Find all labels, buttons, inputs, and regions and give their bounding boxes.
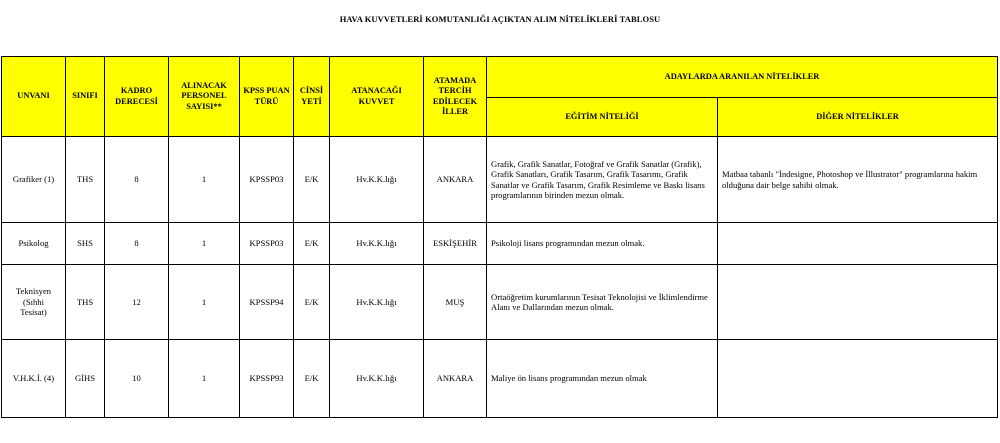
cell-diger bbox=[718, 265, 998, 340]
cell-cinsiyet: E/K bbox=[294, 340, 330, 418]
cell-unvan: Psikolog bbox=[2, 223, 66, 265]
cell-derece: 8 bbox=[105, 223, 169, 265]
document-title: HAVA KUVVETLERİ KOMUTANLIĞI AÇIKTAN ALIM NİTELİKLERİ TABLOSU bbox=[339, 14, 661, 24]
cell-egitim: Maliye ön lisans programından mezun olmak bbox=[487, 340, 718, 418]
table-row bbox=[2, 223, 998, 265]
cell-kuvvet: Hv.K.K.lığı bbox=[330, 223, 424, 265]
cell-diger bbox=[718, 340, 998, 418]
cell-sayi: 1 bbox=[169, 223, 240, 265]
cell-sayi: 1 bbox=[169, 340, 240, 418]
cell-il: ESKİŞEHİR bbox=[424, 223, 487, 265]
cell-sayi: 1 bbox=[169, 137, 240, 223]
table-row bbox=[2, 340, 998, 418]
cell-kpss: KPSSP93 bbox=[240, 340, 294, 418]
cell-cinsiyet: E/K bbox=[294, 223, 330, 265]
cell-egitim: Ortaöğretim kurumlarının Tesisat Teknolojisi ve İklimlendirme Alanı ve Dallarından mezun olmak. bbox=[487, 265, 718, 340]
cell-cinsiyet: E/K bbox=[294, 265, 330, 340]
cell-diger: Matbaa tabanlı "İndesigne, Photoshop ve İllustrator" programlarına hakim olduğuna dair belge sahibi olmak. bbox=[718, 137, 998, 223]
cell-kpss: KPSSP94 bbox=[240, 265, 294, 340]
cell-cinsiyet: E/K bbox=[294, 137, 330, 223]
cell-kuvvet: Hv.K.K.lığı bbox=[330, 340, 424, 418]
header-aranilan-nitelikler: ADAYLARDA ARANILAN NİTELİKLER bbox=[487, 57, 998, 98]
table-row bbox=[2, 137, 998, 223]
cell-sinif: GİHS bbox=[66, 340, 105, 418]
qualifications-table bbox=[1, 56, 998, 418]
header-kpss-puan-turu: KPSS PUAN TÜRÜ bbox=[240, 57, 294, 137]
cell-kuvvet: Hv.K.K.lığı bbox=[330, 265, 424, 340]
header-atanacagi-kuvvet: ATANACAĞI KUVVET bbox=[330, 57, 424, 137]
cell-sinif: THS bbox=[66, 265, 105, 340]
header-unvani: UNVANI bbox=[2, 57, 66, 137]
header-row-top bbox=[2, 57, 998, 98]
cell-diger bbox=[718, 223, 998, 265]
cell-derece: 8 bbox=[105, 137, 169, 223]
cell-kpss: KPSSP03 bbox=[240, 223, 294, 265]
cell-il: MUŞ bbox=[424, 265, 487, 340]
cell-derece: 10 bbox=[105, 340, 169, 418]
cell-kuvvet: Hv.K.K.lığı bbox=[330, 137, 424, 223]
cell-unvan: V.H.K.İ. (4) bbox=[2, 340, 66, 418]
header-diger-nitelikler: DİĞER NİTELİKLER bbox=[718, 98, 998, 137]
header-tercih-iller: ATAMADA TERCİH EDİLECEK İLLER bbox=[424, 57, 487, 137]
header-sinifi: SINIFI bbox=[66, 57, 105, 137]
header-egitim-niteligi: EĞİTİM NİTELİĞİ bbox=[487, 98, 718, 137]
cell-sayi: 1 bbox=[169, 265, 240, 340]
cell-il: ANKARA bbox=[424, 137, 487, 223]
header-alinacak-personel: ALINACAK PERSONEL SAYISI** bbox=[169, 57, 240, 137]
header-cinsiyeti: CİNSİ YETİ bbox=[294, 57, 330, 137]
cell-kpss: KPSSP03 bbox=[240, 137, 294, 223]
cell-sinif: THS bbox=[66, 137, 105, 223]
cell-egitim: Psikoloji lisans programından mezun olmak. bbox=[487, 223, 718, 265]
cell-derece: 12 bbox=[105, 265, 169, 340]
cell-unvan: Grafiker (1) bbox=[2, 137, 66, 223]
header-kadro-derecesi: KADRO DERECESİ bbox=[105, 57, 169, 137]
cell-egitim: Grafik, Grafik Sanatlar, Fotoğraf ve Grafik Sanatlar (Grafik), Grafik Sanatları, Grafik Tasarım, Grafik Tasarımı, Grafik Sanatlar ve Grafik Tasarım, Grafik Resimleme ve Baskı lisans programlarının birinden mezun olmak. bbox=[487, 137, 718, 223]
cell-unvan: Teknisyen (Sıhhi Tesisat) bbox=[2, 265, 66, 340]
cell-il: ANKARA bbox=[424, 340, 487, 418]
table-row bbox=[2, 265, 998, 340]
cell-sinif: SHS bbox=[66, 223, 105, 265]
